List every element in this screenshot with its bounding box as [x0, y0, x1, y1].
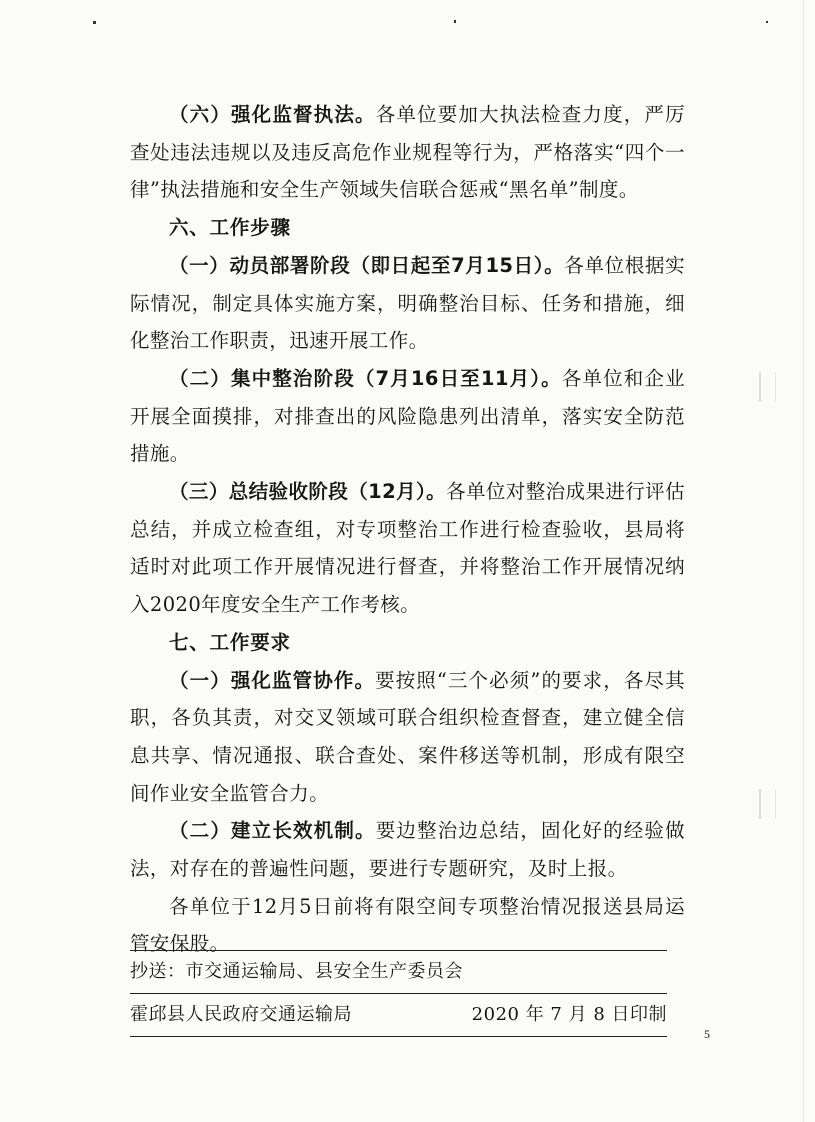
paragraph-lead: （一）强化监管协作。 — [169, 668, 376, 692]
section-heading-work-requirements: 七、工作要求 — [169, 630, 291, 654]
paragraph-lead: （二）建立长效机制。 — [169, 819, 376, 843]
scan-smudge — [759, 789, 776, 819]
scan-speck — [766, 21, 768, 23]
paragraph-requirement-coordination — [130, 662, 685, 813]
page-number: 5 — [704, 1027, 710, 1041]
paragraph-requirement-mechanism — [130, 812, 685, 887]
issue-line — [130, 994, 667, 1036]
paragraph-text: 各单位要加大执法检查力度，严厉查处违法违规以及违反高危作业规程等行为，严格落实“四个一律”执法措施和安全生产领域失信联合惩戒“黑名单”制度。 — [130, 103, 685, 202]
copy-to-line: 抄送：市交通运输局、县安全生产委员会 — [130, 961, 463, 982]
issuer-name: 霍邱县人民政府交通运输局 — [130, 1004, 352, 1025]
paragraph-text: 要边整治边总结，固化好的经验做法，对存在的普遍性问题，要进行专题研究，及时上报。 — [130, 819, 685, 881]
paragraph-text: 各单位根据实际情况，制定具体实施方案，明确整治目标、任务和措施，细化整治工作职责，迅速开展工作。 — [130, 253, 685, 353]
scan-speck — [454, 20, 456, 23]
paragraph-text: 各单位对整治成果进行评估总结，并成立检查组，对专项整治工作进行检查验收，县局将适时对此项工作开展情况进行督查，并将整治工作开展情况纳入2020年度安全生产工作考核。 — [130, 480, 685, 617]
paragraph-lead: （六）强化监督执法。 — [169, 103, 376, 126]
paragraph-closing: 各单位于12月5日前将有限空间专项整治情况报送县局运管安保股。 — [130, 894, 685, 956]
paragraph-step-rectification — [130, 360, 685, 473]
document-body — [130, 96, 685, 963]
paragraph-supervision — [130, 96, 685, 209]
document-footer — [130, 950, 667, 1037]
scan-smudge — [759, 372, 776, 402]
paragraph-text: 要按照“三个必须”的要求，各尽其职，各负其责，对交叉领域可联合组织检查督查，建立健全信息共享、情况通报、联合查处、案件移送等机制，形成有限空间作业安全监管合力。 — [130, 668, 685, 805]
scan-speck — [93, 21, 96, 24]
paragraph-step-acceptance — [130, 473, 685, 624]
footer-bottom-rule — [130, 1036, 667, 1037]
issue-date: 2020 年 7 月 8 日印制 — [471, 1004, 667, 1025]
page-edge — [803, 0, 804, 1122]
paragraph-step-mobilization — [130, 247, 685, 360]
paragraph-text: 各单位和企业开展全面摸排，对排查出的风险隐患列出清单，落实安全防范措施。 — [130, 366, 685, 466]
paragraph-lead: （三）总结验收阶段（12月）。 — [169, 480, 447, 504]
section-heading-work-steps: 六、工作步骤 — [169, 216, 291, 240]
paragraph-lead: （二）集中整治阶段（7月16日至11月）。 — [169, 366, 562, 390]
paragraph-lead: （一）动员部署阶段（即日起至7月15日）。 — [169, 253, 565, 277]
